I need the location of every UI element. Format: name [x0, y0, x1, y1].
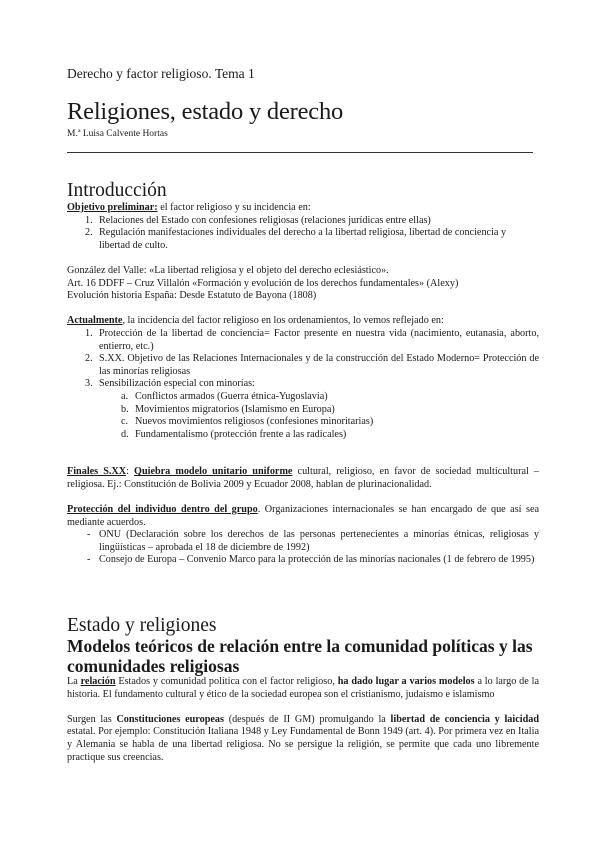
libertad-bold: libertad de conciencia y laicidad: [390, 713, 539, 725]
relacion-bold: relación: [80, 676, 116, 688]
list-marker: b.: [121, 403, 129, 415]
list-item-text: Relaciones del Estado con confesiones religiosas (relaciones jurídicas entre ellas): [99, 214, 431, 226]
text-run: a lo largo de la historia. El fundamento cultural y ético de la sociedad europea son el cristianismo, judaísmo e islamismo: [67, 676, 539, 700]
list-item-text: Consejo de Europa – Convenio Marco para la protección de las minorías nacionales (1 de febrero de 1995): [99, 554, 535, 566]
list-item: [67, 416, 539, 429]
finales-paragraph: [67, 466, 539, 491]
document-title: Religiones, estado y derecho: [67, 98, 344, 125]
objective-paragraph: [67, 202, 539, 215]
minority-list: [67, 391, 539, 441]
list-marker: -: [87, 529, 91, 541]
constituciones-bold: Constituciones europeas: [116, 713, 224, 725]
spacer: [67, 441, 539, 466]
section-heading-estado: Estado y religiones: [67, 615, 217, 637]
list-item: [67, 391, 539, 404]
text-run: Estados y comunidad política con el factor religioso,: [115, 676, 338, 688]
list-marker: d.: [121, 428, 129, 440]
list-item-text: Protección de la libertad de conciencia= Factor presente en nuestra vida (nacimiento, eutanasia, aborto, entierro, etc.): [99, 327, 539, 352]
spacer: [67, 701, 539, 714]
finales-label: Finales S.XX: [67, 466, 127, 478]
list-item-text: ONU (Declaración sobre los derechos de las personas pertenecientes a minorías étnicas, religiosas y lingüísticas – aprobada el 18 de diciembre de 1992): [99, 529, 539, 553]
list-item-text: Fundamentalismo (protección frente a las radicales): [135, 428, 347, 440]
section-heading-introduccion: Introducción: [67, 180, 167, 201]
reference-line: González del Valle: «La libertad religiosa y el objeto del derecho eclesiástico».: [67, 264, 389, 276]
list-item-text: Regulación manifestaciones individuales del derecho a la libertad religiosa, libertad de conciencia y libertad de culto.: [99, 227, 507, 251]
reference-line: Evolución historia España: Desde Estatuto de Bayona (1808): [67, 290, 317, 302]
list-item: [67, 353, 539, 378]
proteccion-label: Protección del individuo dentro del grupo: [67, 504, 258, 516]
spacer: [67, 252, 539, 265]
modelos-bold: ha dado lugar a varios modelos: [337, 676, 475, 688]
objective-text: el factor religioso y su incidencia en:: [157, 202, 311, 213]
list-item: [67, 378, 539, 391]
text-run: Surgen las: [67, 713, 117, 725]
proteccion-paragraph: [67, 504, 539, 529]
list-item: [67, 227, 539, 252]
list-marker: a.: [121, 390, 129, 402]
list-item: [67, 429, 539, 442]
list-item-text: S.XX. Objetivo de las Relaciones Internacionales y de la construcción del Estado Moderno= Protección de las minorías religiosas: [99, 353, 539, 377]
list-item: [67, 404, 539, 417]
objective-list: [67, 215, 539, 253]
list-marker: c.: [121, 416, 129, 428]
list-marker: 3.: [85, 378, 93, 390]
list-marker: 1.: [85, 327, 93, 339]
finales-bold: Quiebra modelo unitario uniforme: [134, 466, 293, 478]
list-marker: -: [87, 554, 91, 566]
document-author: M.ª Luisa Calvente Hortas: [67, 129, 168, 139]
list-item-text: Movimientos migratorios (Islamismo en Europa): [135, 403, 335, 415]
constituciones-paragraph: [67, 714, 539, 764]
objective-label: Objetivo preliminar:: [67, 202, 158, 213]
text-run: estatal. Por ejemplo: Constitución Italiana 1948 y Ley Fundamental de Bonn 1949 (art. 4). Por primera vez en Italia y Alemania se habla de una libertad religiosa. No se persigue la religión, se permite que cada uno libremente practique sus creencias.: [67, 726, 539, 763]
actualmente-list: [67, 328, 539, 391]
list-item-text: Sensibilización especial con minorías:: [99, 378, 255, 390]
title-divider: [67, 152, 533, 153]
text-run: (después de II GM) promulgando la: [223, 713, 391, 725]
proteccion-list: [67, 529, 539, 567]
actualmente-text: , la incidencia del factor religioso en los ordenamientos, lo vemos reflejado en:: [122, 315, 444, 327]
list-marker: 2.: [85, 227, 93, 239]
list-marker: 1.: [85, 214, 93, 226]
list-item-text: Nuevos movimientos religiosos (confesiones minoritarias): [135, 416, 374, 428]
proteccion-text: . Organizaciones internacionales se han encargado de que así sea mediante acuerdos.: [67, 504, 539, 528]
list-item-text: Conflictos armados (Guerra étnica-Yugoslavia): [135, 390, 328, 402]
list-item: [67, 215, 539, 228]
spacer: [67, 303, 539, 316]
list-item: [67, 328, 539, 353]
document-header: Derecho y factor religioso. Tema 1: [67, 66, 255, 81]
list-marker: 2.: [85, 353, 93, 365]
finales-text: cultural, religioso, en favor de sociedad multicultural – religiosa. Ej.: Constitución de Bolivia 2009 y Ecuador 2008, hablan de plurinacionalidad.: [67, 466, 539, 490]
relacion-paragraph: [67, 676, 539, 701]
finales-colon: :: [126, 466, 135, 478]
list-item: [67, 529, 539, 554]
text-run: La: [67, 676, 81, 688]
subsection-heading-modelos: Modelos teóricos de relación entre la comunidad políticas y las comunidades religiosas: [67, 636, 533, 676]
reference-line: Art. 16 DDFF – Cruz Villalón «Formación y evolución de los derechos fundamentales» (Alexy): [67, 277, 459, 289]
list-item: [67, 554, 539, 567]
spacer: [67, 491, 539, 504]
actualmente-label: Actualmente: [67, 315, 123, 327]
actualmente-paragraph: [67, 315, 539, 328]
